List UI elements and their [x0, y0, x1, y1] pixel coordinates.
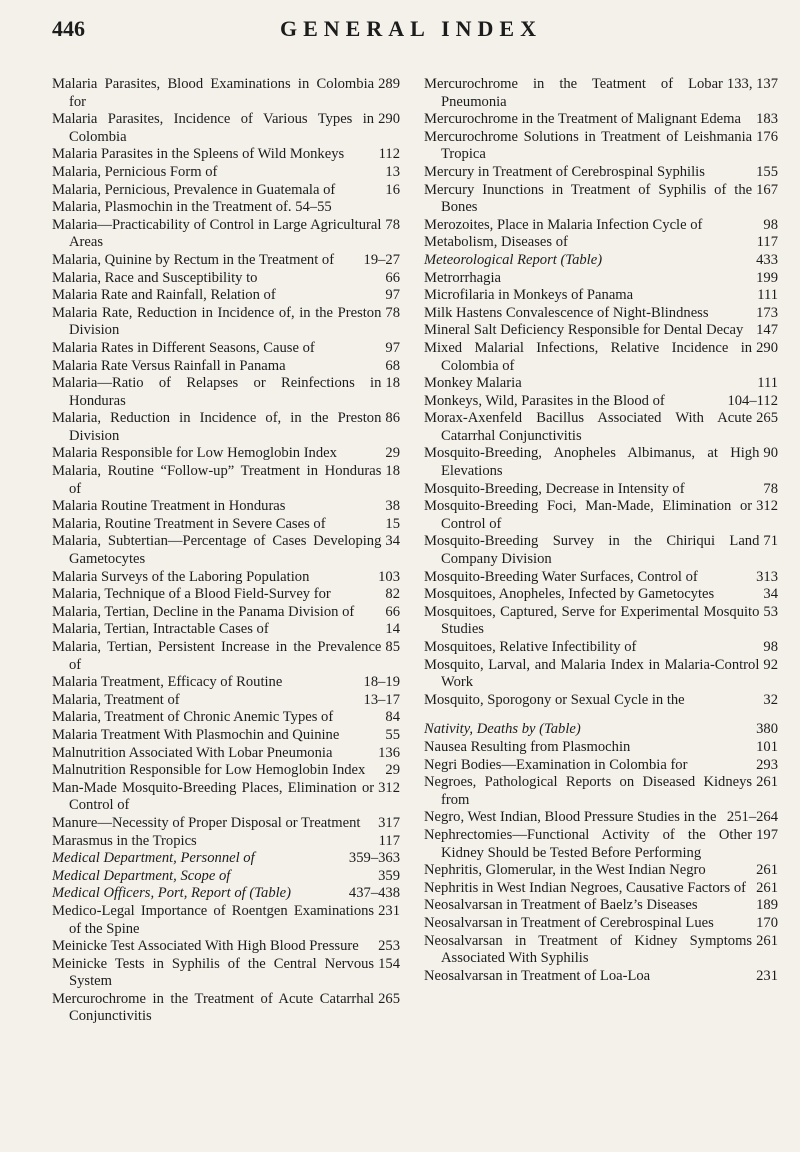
index-entry	[52, 850, 400, 868]
index-entry-pages: 85	[385, 639, 400, 655]
index-entry	[52, 287, 400, 305]
index-entry-pages: 380	[756, 721, 778, 738]
index-entry-text: Negroes, Pathological Reports on Diseased Kidneys from	[424, 774, 753, 808]
index-entry-text: Malaria Rate, Reduction in Incidence of, in the Preston Division	[52, 304, 382, 339]
index-entry	[424, 445, 778, 480]
index-entry-pages: 34	[385, 533, 400, 550]
index-entry-pages: 155	[756, 163, 778, 180]
index-entry	[424, 827, 778, 862]
index-entry-pages: 92	[763, 656, 778, 673]
index-entry-pages: 32	[763, 691, 778, 708]
index-entry-pages: 66	[385, 603, 400, 620]
index-entry-text: Medical Department, Scope of	[52, 867, 231, 884]
index-entry	[424, 270, 778, 288]
index-entry-text: Malaria Rate and Rainfall, Relation of	[52, 287, 276, 304]
index-entry-text: Mercury in Treatment of Cerebrospinal Syphilis	[424, 163, 705, 180]
index-entry-text: Medical Department, Personnel of	[52, 850, 255, 867]
index-entry	[52, 674, 400, 692]
index-entry-text: Monkeys, Wild, Parasites in the Blood of	[424, 392, 665, 409]
index-entry-pages: 29	[385, 762, 400, 779]
index-entry-pages: 312	[378, 779, 400, 796]
index-entry	[52, 639, 400, 674]
index-entry	[52, 498, 400, 516]
index-entry-pages: 13–17	[363, 691, 400, 708]
index-entry-pages: 189	[756, 897, 778, 914]
index-entry-text: Malaria, Technique of a Blood Field-Survey for	[52, 586, 331, 603]
index-entry-text: Microfilaria in Monkeys of Panama	[424, 287, 634, 304]
index-entry-text: Mosquitoes, Anopheles, Infected by Gametocytes	[424, 586, 715, 603]
index-entry-pages: 38	[385, 498, 400, 515]
index-entry	[424, 76, 778, 111]
index-entry-text: Malaria—Practicability of Control in Large Agricultural Areas	[52, 216, 382, 251]
index-entry-pages: 231	[756, 967, 778, 984]
index-entry	[424, 410, 778, 445]
index-entry	[52, 938, 400, 956]
index-entry-pages: 313	[756, 568, 778, 585]
index-entry-pages: 167	[756, 181, 778, 198]
index-entry-pages: 261	[756, 932, 778, 949]
index-entry	[424, 692, 778, 710]
index-entry-text: Malaria Treatment, Efficacy of Routine	[52, 674, 283, 691]
index-entry	[52, 217, 400, 252]
index-entry-pages: 98	[763, 639, 778, 655]
index-entry-text: Meinicke Tests in Syphilis of the Central Nervous System	[52, 955, 375, 990]
index-entry-text: Medico-Legal Importance of Roentgen Examinations of the Spine	[52, 902, 375, 937]
index-entry	[424, 322, 778, 340]
index-entry-text: Mineral Salt Deficiency Responsible for Dental Decay	[424, 322, 744, 339]
index-entry-text: Malnutrition Associated With Lobar Pneumonia	[52, 744, 333, 761]
index-entry-pages: 16	[385, 181, 400, 198]
index-entry-text: Negri Bodies—Examination in Colombia for	[424, 756, 688, 773]
index-entry-text: Mixed Malarial Infections, Relative Incidence in Colombia of	[424, 339, 753, 374]
index-entry-text: Nephritis in West Indian Negroes, Causative Factors of	[424, 879, 746, 896]
index-entry	[52, 868, 400, 886]
index-entry	[52, 410, 400, 445]
index-entry-pages: 112	[378, 146, 400, 163]
index-entry-text: Meinicke Test Associated With High Blood Pressure	[52, 938, 359, 955]
index-entry	[52, 780, 400, 815]
index-entry-text: Mosquito-Breeding, Anopheles Albimanus, at High Elevations	[424, 445, 760, 480]
index-entry	[424, 757, 778, 775]
index-entry	[52, 445, 400, 463]
index-entry-pages: 197	[756, 826, 778, 843]
index-entry-pages: 68	[385, 357, 400, 374]
index-entry	[52, 463, 400, 498]
index-entry	[424, 639, 778, 657]
index-entry-pages: 15	[385, 515, 400, 532]
index-entry-text: Mosquito-Breeding Survey in the Chiriqui Land Company Division	[424, 533, 760, 568]
index-entry	[52, 956, 400, 991]
index-entry-text: Malnutrition Responsible for Low Hemoglobin Index	[52, 762, 366, 779]
index-entry-pages: 90	[763, 445, 778, 462]
index-entry-text: Malaria, Pernicious, Prevalence in Guatemala of	[52, 181, 336, 198]
index-entry	[424, 340, 778, 375]
index-entry-pages: 29	[385, 445, 400, 462]
index-entry-pages: 437–438	[348, 885, 400, 902]
index-entry-text: Malaria—Ratio of Relapses or Reinfections in Honduras	[52, 375, 382, 409]
index-entry-pages: 293	[756, 756, 778, 773]
index-entry-pages: 183	[756, 111, 778, 128]
index-entry-pages: 53	[763, 603, 778, 620]
index-entry-pages: 170	[756, 914, 778, 931]
index-entry	[52, 692, 400, 710]
index-entry-pages: 176	[756, 128, 778, 145]
index-entry	[52, 762, 400, 780]
index-entry	[424, 809, 778, 827]
index-entry-pages: 173	[756, 304, 778, 321]
index-entry	[52, 621, 400, 639]
index-entry	[52, 375, 400, 410]
index-entry-text: Mosquitoes, Captured, Serve for Experimental Mosquito Studies	[424, 603, 760, 638]
index-entry-text: Mosquito-Breeding Foci, Man-Made, Elimination or Control of	[424, 498, 753, 532]
index-entry-text: Malaria, Routine Treatment in Severe Cases of	[52, 515, 326, 532]
index-entry	[424, 915, 778, 933]
index-entry-pages: 14	[385, 621, 400, 638]
left-index-column	[52, 76, 400, 1026]
index-entry-text: Nativity, Deaths by (Table)	[424, 721, 581, 738]
index-entry	[424, 129, 778, 164]
index-entry	[52, 182, 400, 200]
index-entry-pages: 111	[757, 287, 778, 304]
index-entry	[52, 586, 400, 604]
index-entry	[52, 358, 400, 376]
index-entry	[424, 968, 778, 986]
index-entry	[52, 252, 400, 270]
index-entry	[424, 604, 778, 639]
index-entry	[424, 498, 778, 533]
index-entry	[424, 569, 778, 587]
index-entry-text: Meteorological Report (Table)	[424, 251, 603, 268]
index-entry-pages: 78	[385, 216, 400, 233]
index-entry	[424, 252, 778, 270]
index-entry-pages: 154	[378, 955, 400, 972]
index-entry	[424, 739, 778, 757]
index-entry	[52, 833, 400, 851]
index-entry	[52, 516, 400, 534]
index-entry-text: Medical Officers, Port, Report of (Table)	[52, 885, 292, 902]
index-entry-text: Mosquito-Breeding Water Surfaces, Control of	[424, 568, 698, 585]
index-entry-pages: 289	[378, 76, 400, 92]
index-entry	[52, 903, 400, 938]
index-entry	[424, 586, 778, 604]
index-entry-text: Nausea Resulting from Plasmochin	[424, 738, 631, 755]
index-entry-text: Malaria Responsible for Low Hemoglobin Index	[52, 445, 337, 462]
index-entry	[52, 146, 400, 164]
index-entry	[424, 481, 778, 499]
index-entry-pages: 84	[385, 709, 400, 726]
index-entry	[424, 933, 778, 968]
index-entry-text: Malaria Rate Versus Rainfall in Panama	[52, 357, 286, 374]
index-entry-text: Malaria, Tertian, Decline in the Panama Division of	[52, 603, 355, 620]
index-entry-pages: 261	[756, 879, 778, 896]
index-entry-pages: 13	[385, 163, 400, 180]
index-entry-pages: 104–112	[727, 392, 778, 409]
index-entry-pages: 290	[378, 111, 400, 128]
index-entry-pages: 86	[385, 410, 400, 427]
index-entry-pages: 71	[763, 533, 778, 550]
index-entry	[424, 862, 778, 880]
index-entry	[424, 880, 778, 898]
index-entry-text: Mosquito, Sporogony or Sexual Cycle in the	[424, 691, 685, 708]
index-entry-text: Malaria Routine Treatment in Honduras	[52, 498, 286, 515]
index-entry	[424, 897, 778, 915]
index-entry	[52, 727, 400, 745]
index-entry-pages: 199	[756, 269, 778, 286]
index-entry-text: Malaria, Race and Susceptibility to	[52, 269, 258, 286]
index-entry-text: Malaria Surveys of the Laboring Population	[52, 568, 310, 585]
index-entry-text: Mercurochrome in the Treatment of Malignant Edema	[424, 111, 741, 128]
index-entry-pages: 19–27	[363, 251, 400, 268]
index-entry-pages: 359	[378, 867, 400, 884]
index-entry-text: Neosalvarsan in Treatment of Kidney Symptoms Associated With Syphilis	[424, 932, 753, 967]
index-entry-text: Malaria, Quinine by Rectum in the Treatment of	[52, 251, 335, 268]
index-entry-pages: 111	[757, 375, 778, 392]
index-entry-text: Man-Made Mosquito-Breeding Places, Elimination or Control of	[52, 779, 375, 814]
index-entry-pages: 66	[385, 269, 400, 286]
index-entry	[52, 340, 400, 358]
index-entry-text: Mosquito-Breeding, Decrease in Intensity of	[424, 480, 685, 497]
index-entry-pages: 97	[385, 287, 400, 304]
index-entry-pages: 34	[763, 586, 778, 603]
index-entry-text: Manure—Necessity of Proper Disposal or Treatment	[52, 814, 361, 831]
index-entry-pages: 98	[763, 216, 778, 233]
index-entry-pages: 97	[385, 339, 400, 356]
index-entry-text: Mercurochrome in the Teatment of Lobar Pneumonia	[424, 76, 723, 110]
index-entry-text: Malaria, Reduction in Incidence of, in the Preston Division	[52, 410, 382, 444]
index-entry	[52, 270, 400, 288]
index-entry-text: Metrorrhagia	[424, 269, 501, 286]
index-entry-text: Morax-Axenfeld Bacillus Associated With Acute Catarrhal Conjunctivitis	[424, 410, 753, 444]
index-entry-text: Malaria Parasites, Incidence of Various Types in Colombia	[52, 111, 375, 145]
index-entry-pages: 55	[385, 726, 400, 743]
index-entry-text: Malaria, Tertian, Intractable Cases of	[52, 621, 269, 638]
index-entry-text: Mercurochrome Solutions in Treatment of Leishmania Tropica	[424, 128, 753, 163]
index-entry-pages: 433	[756, 251, 778, 268]
index-entry-pages: 78	[385, 304, 400, 321]
index-entry-text: Nephritis, Glomerular, in the West Indian Negro	[424, 862, 706, 879]
index-entry-text: Merozoites, Place in Malaria Infection Cycle of	[424, 216, 703, 233]
index-entry	[424, 287, 778, 305]
index-entry	[52, 604, 400, 622]
index-entry-pages: 117	[756, 234, 778, 251]
index-entry-text: Malaria, Pernicious Form of	[52, 163, 218, 180]
index-entry	[52, 709, 400, 727]
index-entry-text: Mercury Inunctions in Treatment of Syphilis of the Bones	[424, 181, 753, 216]
index-entry	[424, 164, 778, 182]
index-entry-text: Malaria Rates in Different Seasons, Cause of	[52, 339, 315, 356]
index-entry	[52, 164, 400, 182]
index-entry-text: Milk Hastens Convalescence of Night-Blindness	[424, 304, 709, 321]
index-entry-pages: 261	[756, 862, 778, 879]
index-entry-pages: 136	[378, 744, 400, 761]
index-entry-pages: 251–264	[726, 809, 778, 826]
index-entry	[424, 111, 778, 129]
index-entry	[52, 199, 400, 217]
index-entry-pages: 265	[378, 990, 400, 1007]
index-entry-text: Malaria, Treatment of	[52, 691, 180, 708]
index-entry-pages: 359–363	[348, 850, 400, 867]
index-entry-pages: 290	[756, 339, 778, 356]
index-entry-pages: 253	[378, 938, 400, 955]
index-entry	[424, 774, 778, 809]
index-entry-pages: 18	[385, 375, 400, 392]
index-entry	[52, 569, 400, 587]
index-entry-text: Malaria, Treatment of Chronic Anemic Types of	[52, 709, 334, 726]
index-entry-text: Mercurochrome in the Treatment of Acute Catarrhal Conjunctivitis	[52, 990, 375, 1025]
index-entry-text: Malaria, Subtertian—Percentage of Cases Developing Gametocytes	[52, 533, 382, 568]
index-entry-pages: 231	[378, 902, 400, 919]
index-entry	[424, 393, 778, 411]
index-entry	[424, 217, 778, 235]
index-entry-pages: 117	[378, 832, 400, 849]
index-entry-pages: 78	[763, 480, 778, 497]
index-entry-pages: 265	[756, 410, 778, 427]
index-entry-pages: 18–19	[363, 674, 400, 691]
index-entry	[424, 182, 778, 217]
index-entry-text: Malaria, Plasmochin in the Treatment of. 54–55	[52, 199, 332, 216]
index-entry	[52, 885, 400, 903]
index-entry	[424, 375, 778, 393]
index-entry	[52, 111, 400, 146]
index-entry-pages: 101	[756, 738, 778, 755]
page-number: 446	[52, 16, 85, 41]
index-entry-pages: 261	[756, 774, 778, 791]
index-entry-text: Neosalvarsan in Treatment of Baelz’s Diseases	[424, 897, 698, 914]
index-entry-text: Malaria Parasites, Blood Examinations in Colombia for	[52, 76, 375, 110]
index-entry-text: Neosalvarsan in Treatment of Cerebrospinal Lues	[424, 914, 714, 931]
index-entry-text: Malaria, Tertian, Persistent Increase in the Prevalence of	[52, 639, 382, 673]
index-entry	[52, 815, 400, 833]
index-entry	[424, 721, 778, 739]
index-entry-text: Neosalvarsan in Treatment of Loa-Loa	[424, 967, 651, 984]
index-entry-text: Mosquitoes, Relative Infectibility of	[424, 639, 637, 655]
right-index-column	[424, 76, 778, 985]
index-entry-text: Monkey Malaria	[424, 375, 522, 392]
index-entry-pages: 82	[385, 586, 400, 603]
page-header	[52, 14, 770, 44]
index-entry	[52, 991, 400, 1026]
index-entry-text: Malaria Treatment With Plasmochin and Quinine	[52, 726, 340, 743]
index-entry	[424, 234, 778, 252]
index-entry-pages: 317	[378, 814, 400, 831]
index-entry-pages: 147	[756, 322, 778, 339]
index-entry-text: Metabolism, Diseases of	[424, 234, 568, 251]
index-entry-text: Malaria Parasites in the Spleens of Wild Monkeys	[52, 146, 345, 163]
index-entry-pages: 18	[385, 463, 400, 480]
index-entry-pages: 103	[378, 568, 400, 585]
index-entry-text: Mosquito, Larval, and Malaria Index in Malaria-Control Work	[424, 656, 760, 691]
index-entry	[52, 533, 400, 568]
index-entry-text: Nephrectomies—Functional Activity of the Other Kidney Should be Tested Before Performing	[424, 826, 753, 861]
index-entry-pages: 133, 137	[726, 76, 778, 92]
index-entry	[52, 76, 400, 111]
index-entry	[52, 745, 400, 763]
index-entry-text: Malaria, Routine “Follow-up” Treatment in Honduras of	[52, 463, 382, 497]
index-entry-text: Marasmus in the Tropics	[52, 832, 197, 849]
running-head: GENERAL INDEX	[280, 16, 542, 41]
index-entry	[424, 305, 778, 323]
index-entry-pages: 312	[756, 498, 778, 515]
index-entry	[424, 533, 778, 568]
index-entry	[52, 305, 400, 340]
index-entry-text: Negro, West Indian, Blood Pressure Studies in the	[424, 809, 717, 826]
index-entry	[424, 657, 778, 692]
